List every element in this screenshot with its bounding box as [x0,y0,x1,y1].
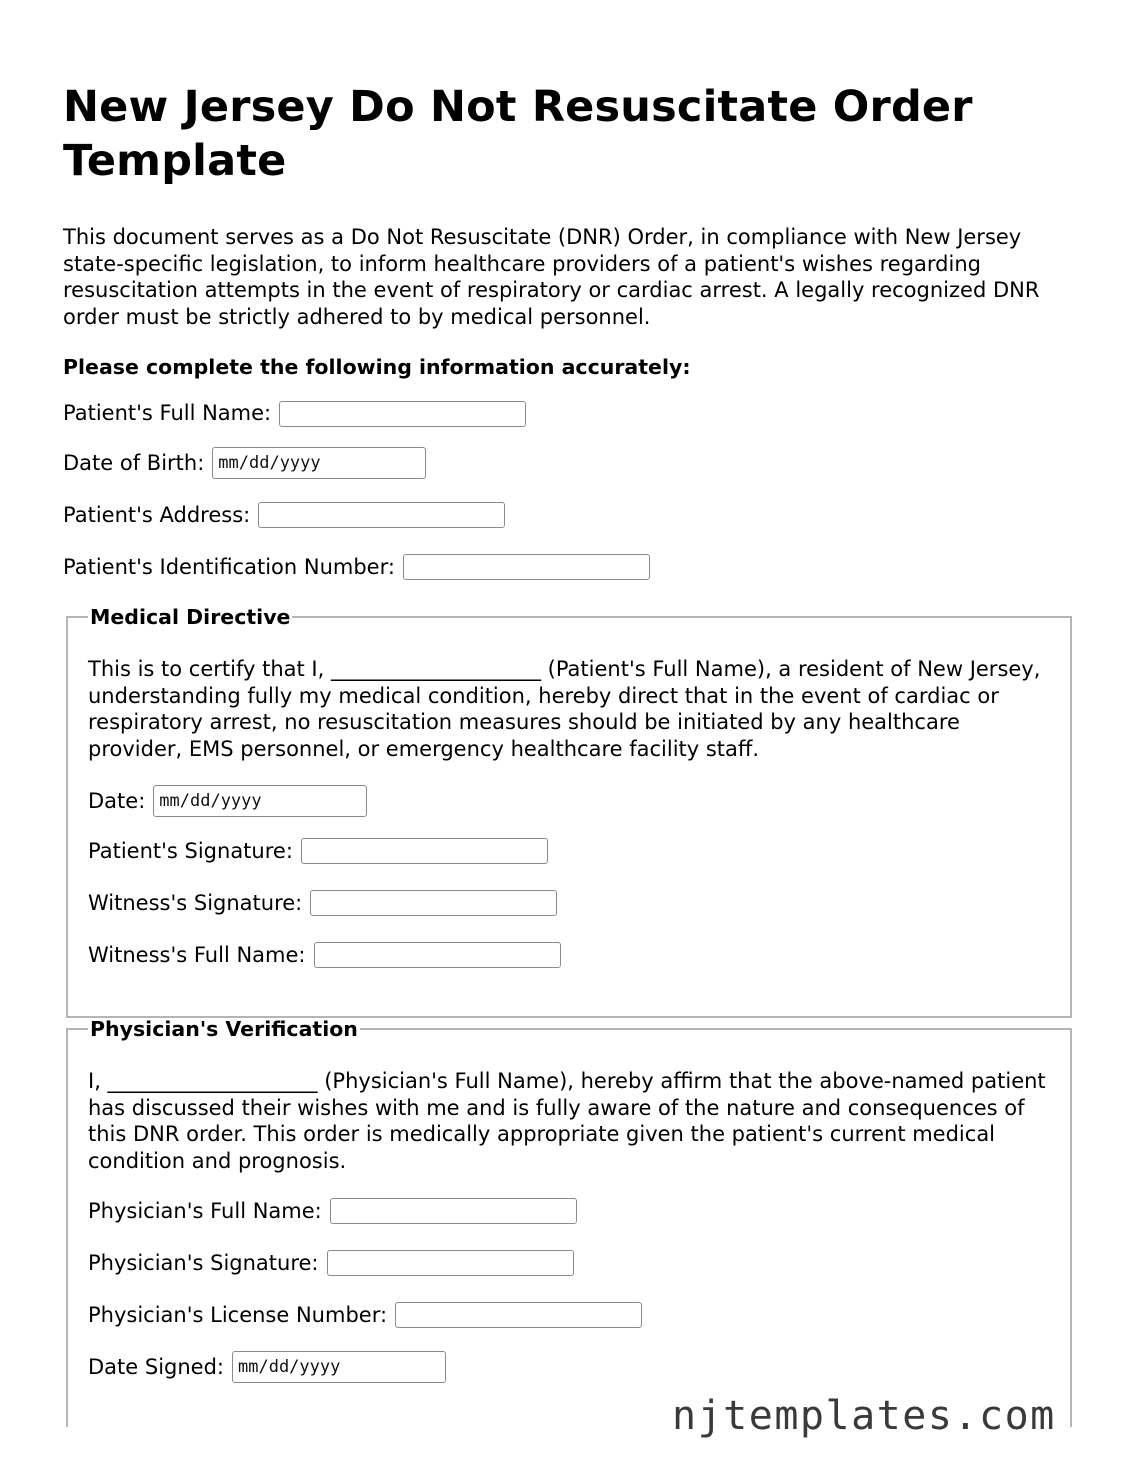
directive-date-row [88,786,1050,816]
instruction-text: Please complete the following information accurately: [63,355,691,379]
physician-license-row [88,1300,1050,1330]
physician-verification-text: I, ____________________ (Physician's Full Name), hereby affirm that the above-named patient has discussed their wishes with me and is fully aware of the nature and consequences of this DNR order. This order is medically appropriate given the patient's current medical condition and prognosis. [88,1069,1046,1173]
physician-name-label: Physician's Full Name: [88,1199,322,1223]
intro-paragraph: This document serves as a Do Not Resuscitate (DNR) Order, in compliance with New Jersey state-specific legislation, to inform healthcare providers of a patient's wishes regarding resuscitation attempts in the event of respiratory or cardiac arrest. A legally recognized DNR order must be strictly adhered to by medical personnel. [63,225,1040,329]
patient-name-input[interactable] [279,401,526,427]
physician-signature-input[interactable] [327,1250,574,1276]
medical-directive-legend: Medical Directive [90,605,291,629]
page-title: New Jersey Do Not Resuscitate Order Template [63,82,973,186]
witness-name-input[interactable] [314,942,561,968]
dob-label: Date of Birth: [63,451,205,475]
witness-name-row [88,940,1050,970]
document-body [63,80,1075,582]
physician-verification-section [66,1017,1072,1427]
witness-signature-label: Witness's Signature: [88,891,303,915]
patient-signature-row [88,836,1050,866]
physician-license-input[interactable] [395,1302,642,1328]
patient-address-row [63,500,1075,530]
medical-directive-text: This is to certify that I, ____________________ (Patient's Full Name), a resident of New Jersey, understanding fully my medical condition, hereby direct that in the event of cardiac or respiratory arrest, no resuscitation measures should be initiated by any healthcare provider, EMS personnel, or emergency healthcare facility staff. [88,657,1041,761]
witness-name-label: Witness's Full Name: [88,943,306,967]
physician-signature-row [88,1248,1050,1278]
directive-date-label: Date: [88,789,146,813]
date-signed-row [88,1352,1050,1382]
dob-row [63,448,1075,478]
witness-signature-row [88,888,1050,918]
physician-name-input[interactable] [330,1198,577,1224]
date-signed-input[interactable]: mm/dd/yyyy [232,1351,446,1383]
dob-input[interactable]: mm/dd/yyyy [212,447,426,479]
patient-address-input[interactable] [258,502,505,528]
witness-signature-input[interactable] [310,890,557,916]
medical-directive-section [66,605,1072,1018]
patient-id-label: Patient's Identification Number: [63,555,395,579]
physician-name-row [88,1196,1050,1226]
directive-date-input[interactable]: mm/dd/yyyy [153,785,367,817]
physician-signature-label: Physician's Signature: [88,1251,319,1275]
physician-license-label: Physician's License Number: [88,1303,388,1327]
patient-address-label: Patient's Address: [63,503,251,527]
watermark-text: njtemplates.com [672,1393,1056,1439]
patient-id-input[interactable] [403,554,650,580]
patient-signature-input[interactable] [301,838,548,864]
patient-name-row [63,398,1075,428]
date-signed-label: Date Signed: [88,1355,224,1379]
physician-verification-legend: Physician's Verification [90,1017,358,1041]
patient-id-row [63,552,1075,582]
patient-signature-label: Patient's Signature: [88,839,293,863]
patient-name-label: Patient's Full Name: [63,401,272,425]
